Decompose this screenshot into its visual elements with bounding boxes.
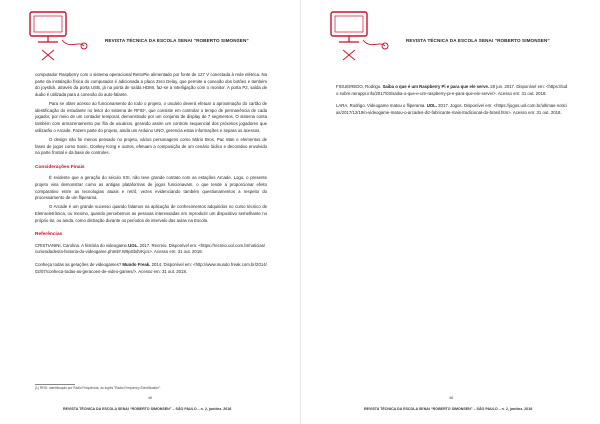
right-page — [300, 0, 600, 424]
left-body — [35, 72, 267, 281]
page-footer: REVISTA TÉCNICA DA ESCOLA SENAI “ROBERTO SIMONSEN” – SÃO PAULO – n. 2, jun/dez. 2018 — [63, 407, 232, 411]
section-title-considerations: Considerações Finais — [35, 164, 85, 170]
reference-item — [35, 262, 267, 275]
reference-text: LARA, Rodrigo. Videogame matou o fliperama. — [336, 103, 426, 109]
reference-rest: 2017. Recreio. Disponível em: <https://recreio.uol.com.br/noticias/curiosidades/a-historia-do-videogame.phtml#.W9pSbdVKjcs>. Acesso em: 31 out. 2018. — [35, 242, 266, 255]
section-title-references: Referências — [35, 232, 63, 238]
page-number: 46 — [148, 396, 152, 400]
reference-text: Conheça todas as gerações de videogames? — [35, 262, 122, 268]
header-title: REVISTA TÉCNICA DA ESCOLA SENAI “ROBERTO SIMONSEN” — [105, 38, 249, 43]
reference-text: CRISTIANINI, Carolina. A história do videogame. — [35, 242, 129, 248]
page-footer: REVISTA TÉCNICA DA ESCOLA SENAI “ROBERTO SIMONSEN” – SÃO PAULO – n. 2, jun/dez. 2018 — [364, 407, 533, 411]
reference-rest: 28 jun. 2017. Disponível em: <https://tudo sobre.nerappr.info/2017/03/saiba-o-que-e-um-raspberry-pi-e-para-que-ele-serve/>. Acesso em: 31 out. 2018. — [336, 84, 568, 96]
paragraph: É evidente que a geração do século XXI, não teve grande contato com as estações Arcade. Logo, o presente projeto visa demonstrar como as antigas plataformas de jogos funcionavam, o que tende a proporcionar efeito comparativo entre as tecnologias atuais e retrô, vezes evidenciando também questionamentos a respeito do processamento de um fliperama. — [35, 175, 267, 201]
reference-source: UOL. — [425, 103, 437, 109]
reference-text: FIGUEIREDO, Rodrigo. — [336, 84, 382, 89]
journal-logo-icon — [28, 10, 90, 62]
footnote: (1) RFID: Identificação por Rádio Frequência, do Inglês "Radio-Frequency IDentification". — [35, 386, 161, 390]
right-body — [336, 84, 568, 122]
paragraph: computador Raspberry com o sistema operacional RetroPie alimentado por fonte de 127 V conectada à rede elétrica. Na parte da instalação física do computador é adicionada a placa Zero Delay, que permite a conexão dos botões e também do joystick, através da porta USB, já na porta de saída HDMI, faz-se a interligação com o monitor. A porta P2, saída de áudio é utilizada para a conexão do auto-falante. — [35, 72, 267, 97]
reference-rest: 2017. Jogos. Disponível em: <https://jogos.uol.com.br/ultimas-noticias/2017/12/19/o-videogame-matou-o-arcades-diz-fabricante-mais-tradicional-do-brasil.htm>. Acesso em: 31 out. 2018. — [336, 103, 567, 115]
paragraph: Para se obter acesso ao funcionamento do todo o projeto, o usuário deverá efetuar a aproximação do cartão de identificação do estudante no leitor do sistema de RFID¹, que consiste em controlar o tempo de permanência de cada jogador, por meio de um contador temporal, demonstrado por um conjunto de display de 7 segmentos. O sistema conta também com armazenamento por fila de usuários, gerando assim um controle sequencial dos próximos jogadores que utilizarão o Arcade. Fazem parte do projeto, ainda um Arduino UNO, gerencia estas informações e separa os acessos. — [35, 101, 267, 133]
reference-source: Saiba o que é um Raspberry Pi e para que ele serve. — [381, 84, 490, 89]
reference-source: UOL. — [128, 242, 139, 248]
reference-source: Mundo Freak. — [121, 262, 151, 268]
paragraph: O Arcade é um grande sucesso quando falamos na aplicação de conhecimentos adquiridos no curso técnico de Eletroeletrônica, ou mesmo, quando percebemos as pessoas interessadas em reproduzir um dispositivo semelhante no próprio lar, ou ainda, como distração durante os períodos de intervalo das aulas na Escola. — [35, 204, 267, 223]
footnote-divider — [35, 384, 75, 385]
header-title: REVISTA TÉCNICA DA ESCOLA SENAI “ROBERTO SIMONSEN” — [406, 38, 550, 43]
paragraph: O design não foi menos pensado no projeto, vários personagens como Mário Bros, Pac Man e elementos de fases de jogos como Sonic, Donkey Kong e outros, efetuam a composição de um cenário lúdico e decorativo envolvido na parte frontal e da base de controles. — [35, 136, 267, 156]
reference-rest: 2014. Disponível em: <http://www.mundo freak.com.br/2014/02/07/conheca-todas-as-geracoes-de-video-games/>. Acesso em: 31 out. 2018. — [35, 262, 267, 274]
page-number: 48 — [449, 396, 453, 400]
journal-logo-icon — [329, 10, 391, 62]
reference-item — [336, 103, 568, 116]
reference-item — [35, 243, 267, 256]
reference-item — [336, 84, 568, 97]
